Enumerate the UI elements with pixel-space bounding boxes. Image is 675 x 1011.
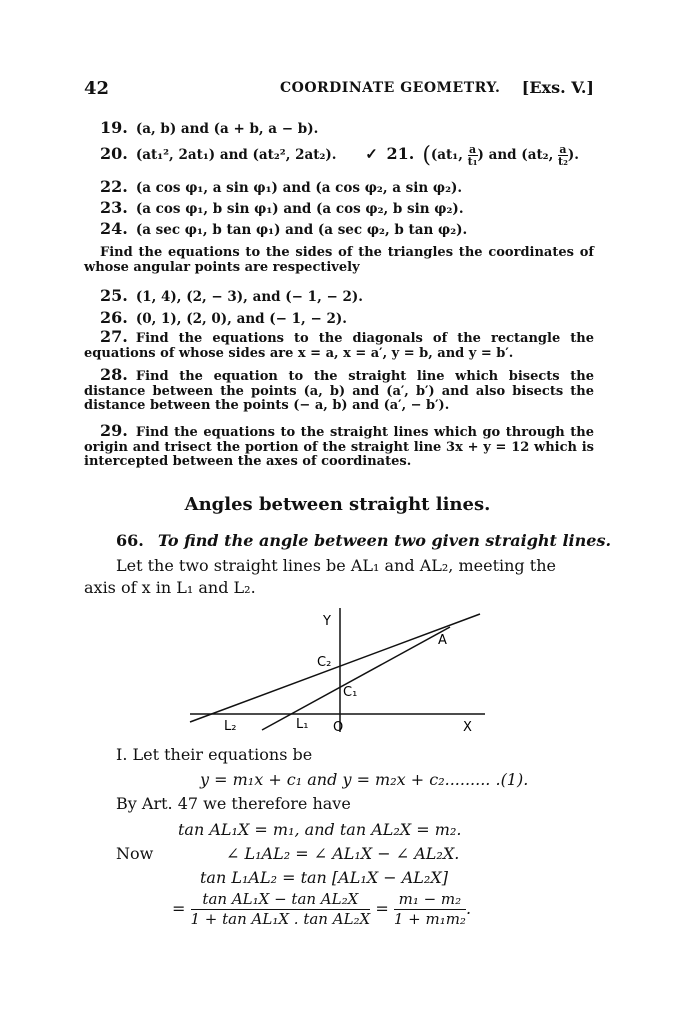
exercise-28: 28. Find the equation to the straight line which bisects the distance between the points (a, b) and (a′, b′) and also bisects the distance between the points (− a, b) and (a′, − b′). (84, 365, 594, 413)
label-A: A (438, 633, 447, 648)
label-L2: L₂ (224, 719, 237, 734)
tan-difference: tan L₁AL₂ = tan [AL₁X − AL₂X] (200, 868, 448, 887)
fraction-m: $\frac{\text{m₁ − m₂}}{\text{1 + m₁m₂}}$ (393, 890, 466, 928)
instruction-text: Find the equations to the sides of the triangles the coordinates of whose angular points are respectively (84, 245, 594, 275)
exercise-20-21: 20. (at₁², 2at₁) and (at₂², 2at₂). ✓ 21. ((at₁, $\frac{a}{\text{t₁}}$ ) and (at₂, $\frac{a}{\text{t₂}}$ ). (100, 143, 579, 168)
exercise-29: 29. Find the equations to the straight lines which go through the origin and trisect the portion of the straight line 3x + y = 12 which is intercepted between the axes of coordinates. (84, 421, 594, 469)
check-mark: ✓ (365, 145, 378, 163)
intro-line-2: axis of x in L₁ and L₂. (84, 578, 256, 597)
exercise-22: 22. (a cos φ₁, a sin φ₁) and (a cos φ₂, a sin φ₂). (100, 177, 463, 196)
label-Y: Y (323, 614, 331, 629)
angle-diagram (180, 600, 500, 740)
intro-line-1: Let the two straight lines be AL₁ and AL₂, meeting the (116, 556, 556, 575)
running-title: COORDINATE GEOMETRY. (280, 80, 501, 96)
equation-1: y = m₁x + c₁ and y = m₂x + c₂......... .(1). (200, 770, 529, 789)
line-AL2 (190, 614, 480, 722)
section-title: Angles between straight lines. (184, 494, 491, 515)
art-reference: By Art. 47 we therefore have (116, 794, 351, 813)
exercise-23: 23. (a cos φ₁, b sin φ₁) and (a cos φ₂, b sin φ₂). (100, 198, 464, 217)
label-X: X (463, 720, 472, 735)
label-C2: C₂ (317, 655, 332, 670)
exercise-27: 27. Find the equations to the diagonals of the rectangle the equations of whose sides are x = a, x = a′, y = b, and y = b′. (84, 327, 594, 361)
page-header (84, 78, 594, 100)
exercise-26: 26. (0, 1), (2, 0), and (− 1, − 2). (100, 308, 347, 327)
article-66: 66. To find the angle between two given straight lines. (116, 531, 612, 550)
page-number: 42 (84, 78, 110, 99)
angle-equation: ∠ L₁AL₂ = ∠ AL₁X − ∠ AL₂X. (226, 844, 460, 863)
tan-equations: tan AL₁X = m₁, and tan AL₂X = m₂. (178, 820, 462, 839)
fraction-tan: $\frac{\text{tan AL₁X − tan AL₂X}}{\text{1 + tan AL₁X . tan AL₂X}}$ (190, 890, 371, 928)
final-formula: = $\frac{\text{tan AL₁X − tan AL₂X}}{\text{1 + tan AL₁X . tan AL₂X}}$ = $\frac{\text{m₁ − m₂}}{\text{1 + m₁m₂}}$ . (172, 890, 472, 928)
exercise-19: 19. (a, b) and (a + b, a − b). (100, 118, 319, 137)
now-label: Now (116, 844, 154, 863)
exercise-24: 24. (a sec φ₁, b tan φ₁) and (a sec φ₂, b tan φ₂). (100, 219, 468, 238)
exercise-25: 25. (1, 4), (2, − 3), and (− 1, − 2). (100, 286, 363, 305)
step-one: I. Let their equations be (116, 745, 313, 764)
section-ref: [Exs. V.] (521, 78, 594, 97)
label-C1: C₁ (343, 685, 358, 700)
label-O: O (333, 720, 344, 735)
label-L1: L₁ (296, 717, 309, 732)
